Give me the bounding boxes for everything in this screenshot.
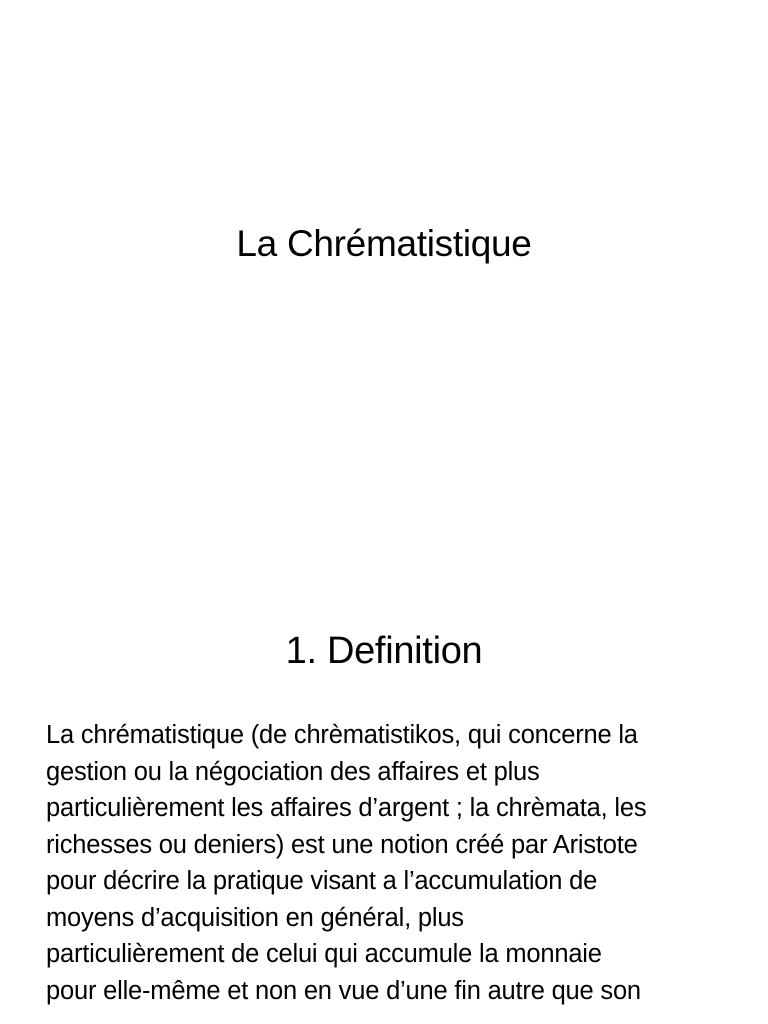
section-heading: 1. Definition: [285, 630, 483, 672]
body-line: pour elle-même et non en vue d’une fin autre que son: [46, 976, 641, 1005]
body-line: gestion ou la négociation des affaires et plus: [46, 757, 540, 786]
body-line: particulièrement de celui qui accumule la monnaie: [46, 940, 602, 968]
body-line: particulièrement les affaires d’argent ; la chrèmata, les: [46, 794, 647, 822]
body-line: richesses ou deniers) est une notion créé par Aristote: [46, 830, 638, 859]
body-line: moyens d’acquisition en général, plus: [46, 903, 464, 932]
body-paragraph: [46, 717, 736, 1009]
body-line: La chrématistique (de chrèmatistikos, qui concerne la: [46, 721, 638, 749]
body-line: pour décrire la pratique visant a l’accumulation de: [46, 867, 598, 895]
document-title: La Chrématistique: [236, 223, 532, 264]
